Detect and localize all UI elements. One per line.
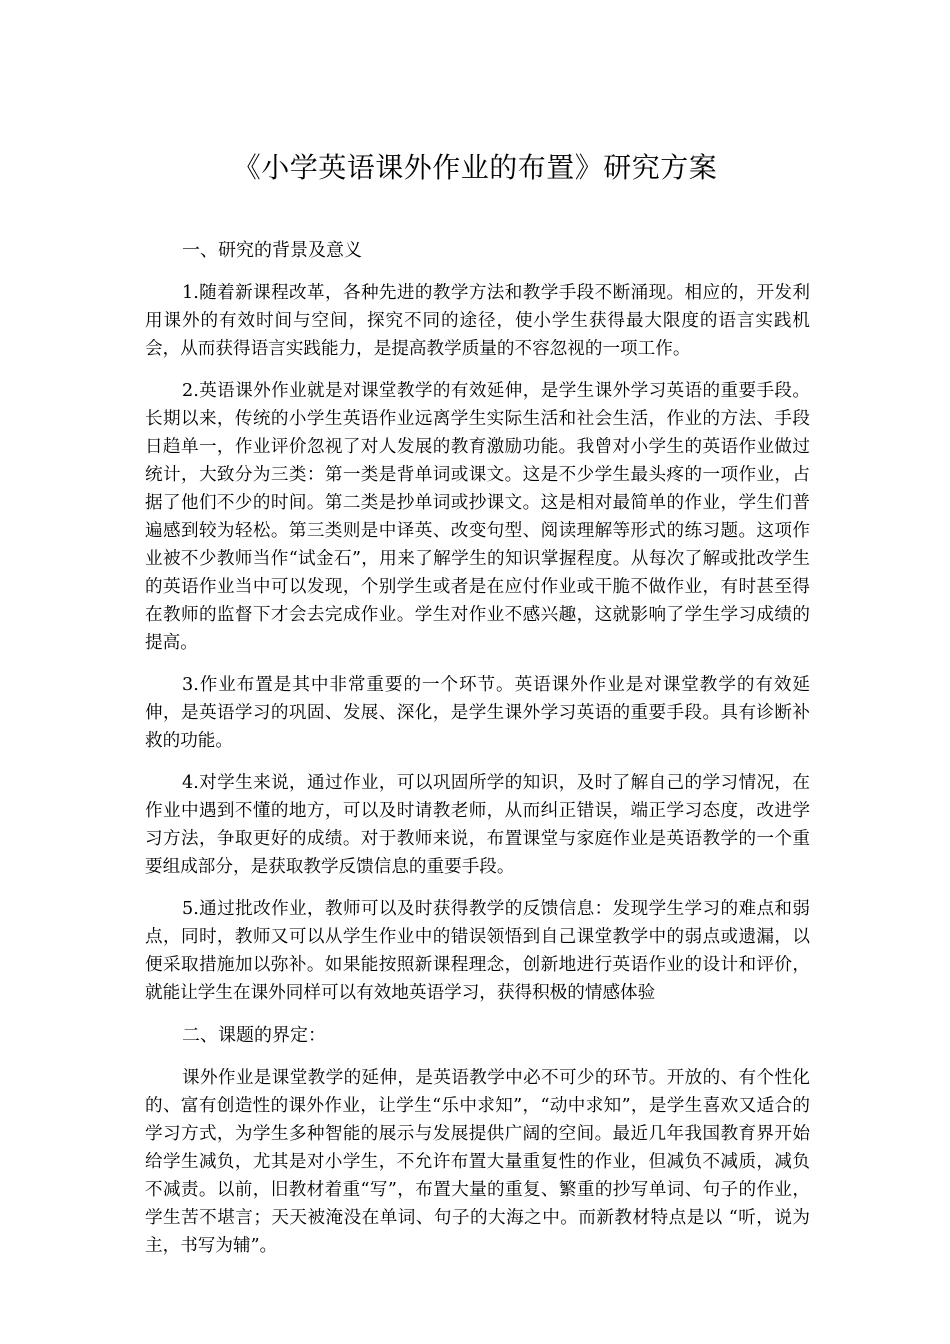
paragraph-definition: 课外作业是课堂教学的延伸，是英语教学中必不可少的环节。开放的、有个性化的、富有创造性的课外作业，让学生“乐中求知”，“动中求知”，是学生喜欢又适合的学习方式，为学生多种智能的展示与发展提供广阔的空间。最近几年我国教育界开始给学生减负，尤其是对小学生，不允许布置大量重复性的作业，但减负不减质，减负不减责。以前，旧教材着重“写”，布置大量的重复、繁重的抄写单词、句子的作业，学生苦不堪言；天天被淹没在单词、句子的大海之中。而新教材特点是以 “听，说为主，书写为辅”。 [145, 1068, 810, 1256]
paragraph-3: 3.作业布置是其中非常重要的一个环节。英语课外作业是对课堂教学的有效延伸，是英语学习的巩固、发展、深化，是学生课外学习英语的重要手段。具有诊断补救的功能。 [145, 675, 810, 751]
paragraph-5: 5.通过批改作业，教师可以及时获得教学的反馈信息：发现学生学习的难点和弱点，同时，教师又可以从学生作业中的错误领悟到自己课堂教学中的弱点或遗漏，以便采取措施加以弥补。如果能按照新课程理念，创新地进行英语作业的设计和评价，就能让学生在课外同样可以有效地英语学习，获得积极的情感体验 [145, 899, 810, 1003]
paragraph-4: 4.对学生来说，通过作业，可以巩固所学的知识，及时了解自己的学习情况，在作业中遇到不懂的地方，可以及时请教老师，从而纠正错误，端正学习态度，改进学习方法，争取更好的成绩。对于教师来说，布置课堂与家庭作业是英语教学的一个重要组成部分，是获取教学反馈信息的重要手段。 [145, 773, 810, 877]
document-title: 《小学英语课外作业的布置》研究方案 [232, 151, 718, 184]
document-body [145, 236, 810, 1274]
section-heading-background: 一、研究的背景及意义 [182, 240, 362, 261]
section-heading-definition: 二、课题的界定： [182, 1025, 326, 1046]
section-background [145, 236, 810, 1007]
section-definition [145, 1021, 810, 1260]
paragraph-1: 1.随着新课程改革，各种先进的教学方法和教学手段不断涌现。相应的，开发利用课外的有效时间与空间，探究不同的途径，使小学生获得最大限度的语言实践机会，从而获得语言实践能力，是提高教学质量的不容忽视的一项工作。 [145, 283, 810, 359]
paragraph-2: 2.英语课外作业就是对课堂教学的有效延伸，是学生课外学习英语的重要手段。长期以来，传统的小学生英语作业远离学生实际生活和社会生活，作业的方法、手段日趋单一，作业评价忽视了对人发展的教育激励功能。我曾对小学生的英语作业做过统计，大致分为三类：第一类是背单词或课文。这是不少学生最头疼的一项作业，占据了他们不少的时间。第二类是抄单词或抄课文。这是相对最简单的作业，学生们普遍感到较为轻松。第三类则是中译英、改变句型、阅读理解等形式的练习题。这项作业被不少教师当作“试金石”，用来了解学生的知识掌握程度。从每次了解或批改学生的英语作业当中可以发现，个别学生或者是在应付作业或干脆不做作业，有时甚至得在教师的监督下才会去完成作业。学生对作业不感兴趣，这就影响了学生学习成绩的提高。 [145, 381, 810, 653]
